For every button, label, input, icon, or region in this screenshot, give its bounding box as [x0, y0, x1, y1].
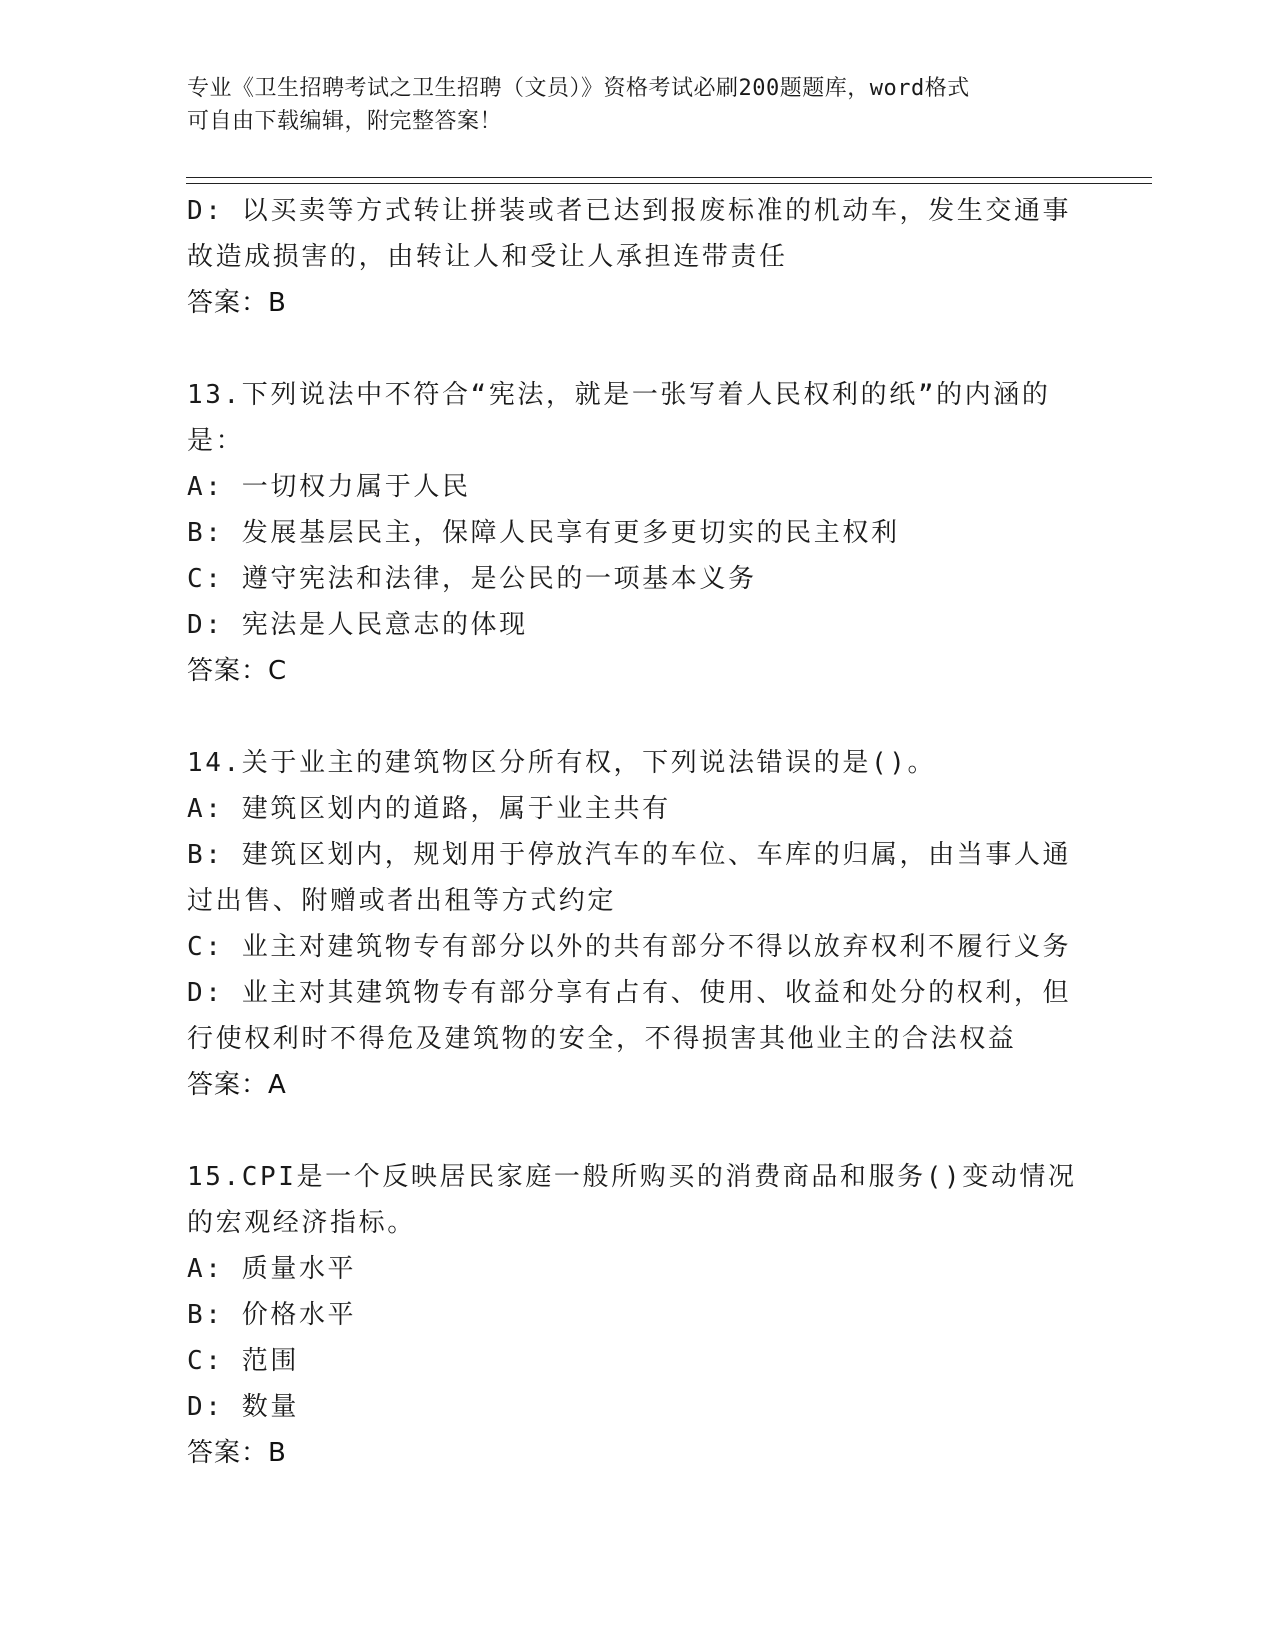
question-stem-line-2: 是：	[187, 426, 245, 456]
option-b: B: 发展基层民主，保障人民享有更多更切实的民主权利	[187, 518, 900, 548]
header-divider-bottom	[186, 183, 1152, 184]
question-spacer	[187, 694, 1087, 740]
question-block	[187, 372, 1087, 694]
option-c: C: 业主对建筑物专有部分以外的共有部分不得以放弃权利不履行义务	[187, 932, 1072, 962]
question-spacer	[187, 1108, 1087, 1154]
header-title-line-1: 专业《卫生招聘考试之卫生招聘（文员）》资格考试必刷200题题库，word格式	[187, 76, 970, 101]
option-a: A: 质量水平	[187, 1254, 357, 1284]
answer-label: 答案：C	[187, 656, 288, 686]
question-spacer	[187, 326, 1087, 372]
answer-label: 答案：B	[187, 1438, 287, 1468]
option-d-line-2: 行使权利时不得危及建筑物的安全，不得损害其他业主的合法权益	[187, 1024, 1017, 1054]
option-a: A: 建筑区划内的道路，属于业主共有	[187, 794, 671, 824]
option-b-line-2: 过出售、附赠或者出租等方式约定	[187, 886, 617, 916]
question-block	[187, 1154, 1087, 1476]
question-stem: 14.关于业主的建筑物区分所有权，下列说法错误的是()。	[187, 748, 937, 778]
question-stem-line-1: 15.CPI是一个反映居民家庭一般所购买的消费商品和服务()变动情况	[187, 1162, 1077, 1192]
option-d: D: 数量	[187, 1392, 299, 1422]
answer-label: 答案：A	[187, 1070, 287, 1100]
answer-label: 答案：B	[187, 288, 287, 318]
option-b: B: 价格水平	[187, 1300, 357, 1330]
header-divider-top	[186, 177, 1152, 178]
option-a: A: 一切权力属于人民	[187, 472, 471, 502]
option-d: D: 宪法是人民意志的体现	[187, 610, 528, 640]
question-stem-line-1: 13.下列说法中不符合“宪法，就是一张写着人民权利的纸”的内涵的	[187, 380, 1051, 410]
question-block	[187, 188, 1087, 326]
document-header	[187, 72, 1077, 138]
question-block	[187, 740, 1087, 1108]
option-d-line-2: 故造成损害的，由转让人和受让人承担连带责任	[187, 242, 788, 272]
option-c: C: 范围	[187, 1346, 299, 1376]
question-list	[187, 188, 1087, 1476]
option-d-line-1: D: 业主对其建筑物专有部分享有占有、使用、收益和处分的权利，但	[187, 978, 1072, 1008]
option-c: C: 遵守宪法和法律，是公民的一项基本义务	[187, 564, 757, 594]
header-title-line-2: 可自由下载编辑，附完整答案！	[187, 109, 503, 134]
option-b-line-1: B: 建筑区划内，规划用于停放汽车的车位、车库的归属，由当事人通	[187, 840, 1072, 870]
question-stem-line-2: 的宏观经济指标。	[187, 1208, 416, 1238]
option-d-line-1: D: 以买卖等方式转让拼装或者已达到报废标准的机动车，发生交通事	[187, 196, 1072, 226]
